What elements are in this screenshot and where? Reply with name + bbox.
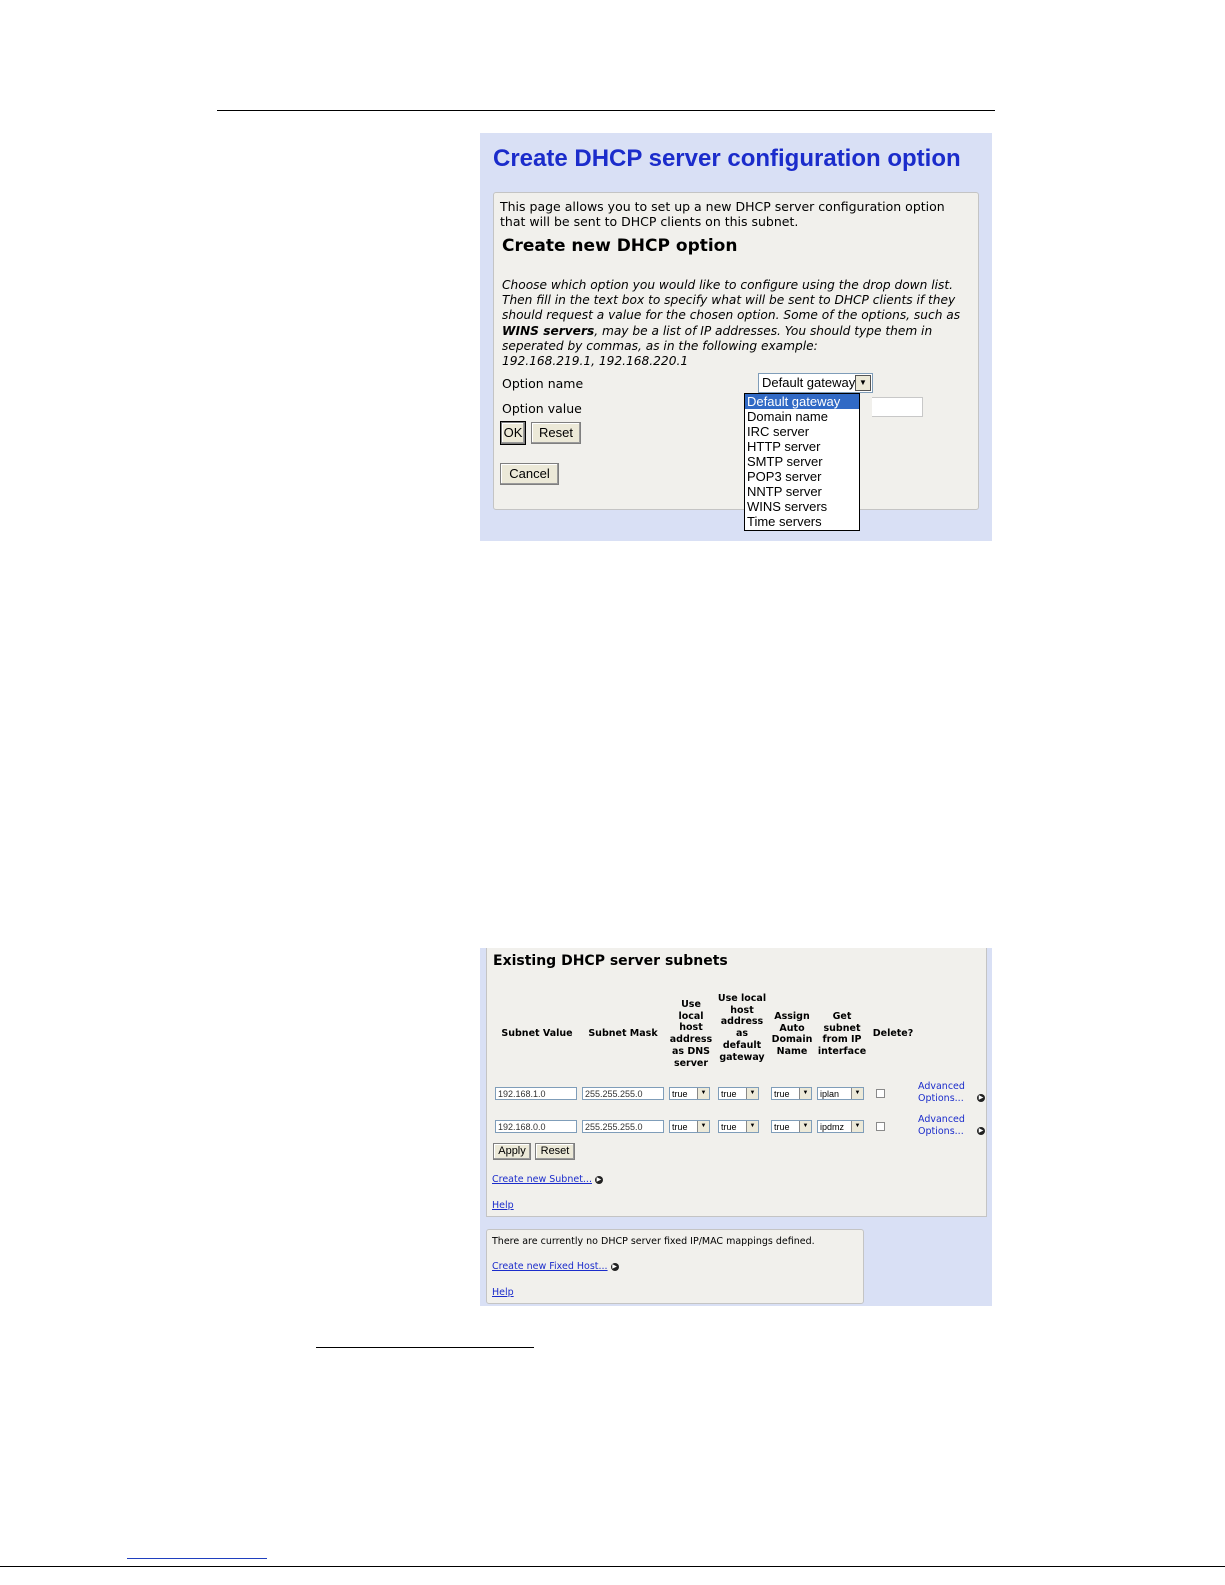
delete-checkbox[interactable] xyxy=(876,1122,885,1131)
chevron-down-icon[interactable]: ▼ xyxy=(855,375,871,391)
footer-link-underline xyxy=(127,1558,267,1559)
create-option-screenshot xyxy=(480,133,992,541)
ip-interface-value: iplan xyxy=(820,1089,840,1099)
create-subnet-link[interactable] xyxy=(492,1174,603,1186)
col-ip-interface: Get subnet from IP interface xyxy=(817,1011,867,1058)
auto-domain-select[interactable] xyxy=(771,1087,812,1100)
col-dns-server: Use local host address as DNS server xyxy=(669,999,713,1069)
chevron-down-icon: ▼ xyxy=(851,1088,863,1099)
chevron-down-icon: ▼ xyxy=(697,1088,709,1099)
default-gateway-value: true xyxy=(721,1122,737,1132)
delete-checkbox[interactable] xyxy=(876,1089,885,1098)
subnet-mask-input[interactable]: 255.255.255.0 xyxy=(582,1120,664,1133)
option-name-selected: Default gateway xyxy=(762,375,856,390)
chevron-down-icon: ▼ xyxy=(799,1121,811,1132)
create-option-panel xyxy=(493,192,979,510)
subnet-value-input[interactable]: 192.168.0.0 xyxy=(495,1120,577,1133)
dns-server-value: true xyxy=(672,1089,688,1099)
col-subnet-value: Subnet Value xyxy=(501,1028,573,1039)
col-delete: Delete? xyxy=(872,1028,914,1039)
auto-domain-value: true xyxy=(774,1122,790,1132)
ip-interface-select[interactable] xyxy=(817,1120,864,1133)
default-gateway-value: true xyxy=(721,1089,737,1099)
arrow-right-icon: ▶ xyxy=(596,1175,602,1183)
dropdown-option-irc-server[interactable]: IRC server xyxy=(747,424,810,439)
col-auto-domain: Assign Auto Domain Name xyxy=(771,1011,813,1058)
fixed-hosts-panel xyxy=(486,1229,864,1304)
instructions-text xyxy=(502,278,976,369)
subnets-heading: Existing DHCP server subnets xyxy=(493,953,728,969)
dropdown-option-smtp-server[interactable]: SMTP server xyxy=(747,454,823,469)
arrow-right-icon: ▶ xyxy=(612,1262,617,1270)
auto-domain-select[interactable] xyxy=(771,1120,812,1133)
default-gateway-select[interactable] xyxy=(718,1087,759,1100)
dropdown-option-time-servers[interactable]: Time servers xyxy=(747,514,822,529)
fixed-hosts-help-link[interactable]: Help xyxy=(492,1287,514,1298)
col-default-gateway: Use local host address as default gateway xyxy=(717,993,767,1063)
dns-server-select[interactable] xyxy=(669,1087,710,1100)
option-value-input[interactable] xyxy=(872,397,923,417)
advanced-options-label: Advanced Options... xyxy=(918,1114,965,1137)
ip-interface-select[interactable] xyxy=(817,1087,864,1100)
chevron-down-icon: ▼ xyxy=(851,1121,863,1132)
create-fixed-host-label: Create new Fixed Host... xyxy=(492,1261,608,1272)
col-subnet-mask: Subnet Mask xyxy=(588,1028,658,1039)
auto-domain-value: true xyxy=(774,1089,790,1099)
instructions-example: 192.168.219.1, 192.168.220.1 xyxy=(502,354,689,369)
dropdown-option-http-server[interactable]: HTTP server xyxy=(747,439,821,454)
cancel-button[interactable]: Cancel xyxy=(500,463,559,485)
instructions-part2: , may be a list of IP addresses. You should type them in seperated by commas, as in the following example: xyxy=(502,323,933,353)
advanced-options-link[interactable] xyxy=(918,1114,985,1137)
footnote-rule xyxy=(316,1347,534,1348)
footer-rule xyxy=(0,1566,1225,1567)
reset-button[interactable]: Reset xyxy=(531,422,581,444)
dropdown-option-pop3-server[interactable]: POP3 server xyxy=(747,469,822,484)
chevron-down-icon: ▼ xyxy=(799,1088,811,1099)
arrow-right-icon: ▶ xyxy=(978,1127,984,1134)
fixed-hosts-message: There are currently no DHCP server fixed IP/MAC mappings defined. xyxy=(492,1236,815,1247)
instructions-bold: WINS servers xyxy=(502,323,595,338)
create-fixed-host-link[interactable] xyxy=(492,1261,619,1273)
chevron-down-icon: ▼ xyxy=(697,1121,709,1132)
apply-button[interactable]: Apply xyxy=(493,1143,531,1160)
dns-server-select[interactable] xyxy=(669,1120,710,1133)
create-subnet-label: Create new Subnet... xyxy=(492,1174,592,1185)
advanced-options-link[interactable] xyxy=(918,1081,985,1104)
option-value-label: Option value xyxy=(502,401,582,416)
dropdown-option-nntp-server[interactable]: NNTP server xyxy=(747,484,822,499)
instructions-part1: Choose which option you would like to configure using the drop down list. Then fill in the text box to specify what will be sent to DHCP clients if they should request a value for the chosen option. Some of the options, such as xyxy=(502,278,961,323)
reset-button[interactable]: Reset xyxy=(535,1143,575,1160)
option-name-label: Option name xyxy=(502,376,584,391)
dns-server-value: true xyxy=(672,1122,688,1132)
ip-interface-value: ipdmz xyxy=(820,1122,845,1132)
subnet-mask-input[interactable]: 255.255.255.0 xyxy=(582,1087,664,1100)
section-heading: Create new DHCP option xyxy=(502,236,738,256)
page-title: Create DHCP server configuration option xyxy=(493,145,961,172)
header-rule xyxy=(217,110,995,111)
chevron-down-icon: ▼ xyxy=(746,1088,758,1099)
dropdown-option-wins-servers[interactable]: WINS servers xyxy=(747,499,828,514)
ok-button[interactable]: OK xyxy=(501,422,525,444)
subnets-help-link[interactable]: Help xyxy=(492,1200,514,1211)
dropdown-option-default-gateway[interactable]: Default gateway xyxy=(745,394,859,409)
advanced-options-label: Advanced Options... xyxy=(918,1081,965,1104)
subnets-screenshot xyxy=(480,948,992,1306)
option-name-select[interactable] xyxy=(758,373,873,393)
chevron-down-icon: ▼ xyxy=(746,1121,758,1132)
intro-text: This page allows you to set up a new DHCP server configuration option that will be sent to DHCP clients on this subnet. xyxy=(500,199,945,229)
subnets-panel xyxy=(486,948,987,1217)
option-dropdown-list[interactable] xyxy=(744,393,860,531)
arrow-right-icon: ▶ xyxy=(978,1094,984,1101)
subnet-value-input[interactable]: 192.168.1.0 xyxy=(495,1087,577,1100)
default-gateway-select[interactable] xyxy=(718,1120,759,1133)
dropdown-option-domain-name[interactable]: Domain name xyxy=(747,409,828,424)
